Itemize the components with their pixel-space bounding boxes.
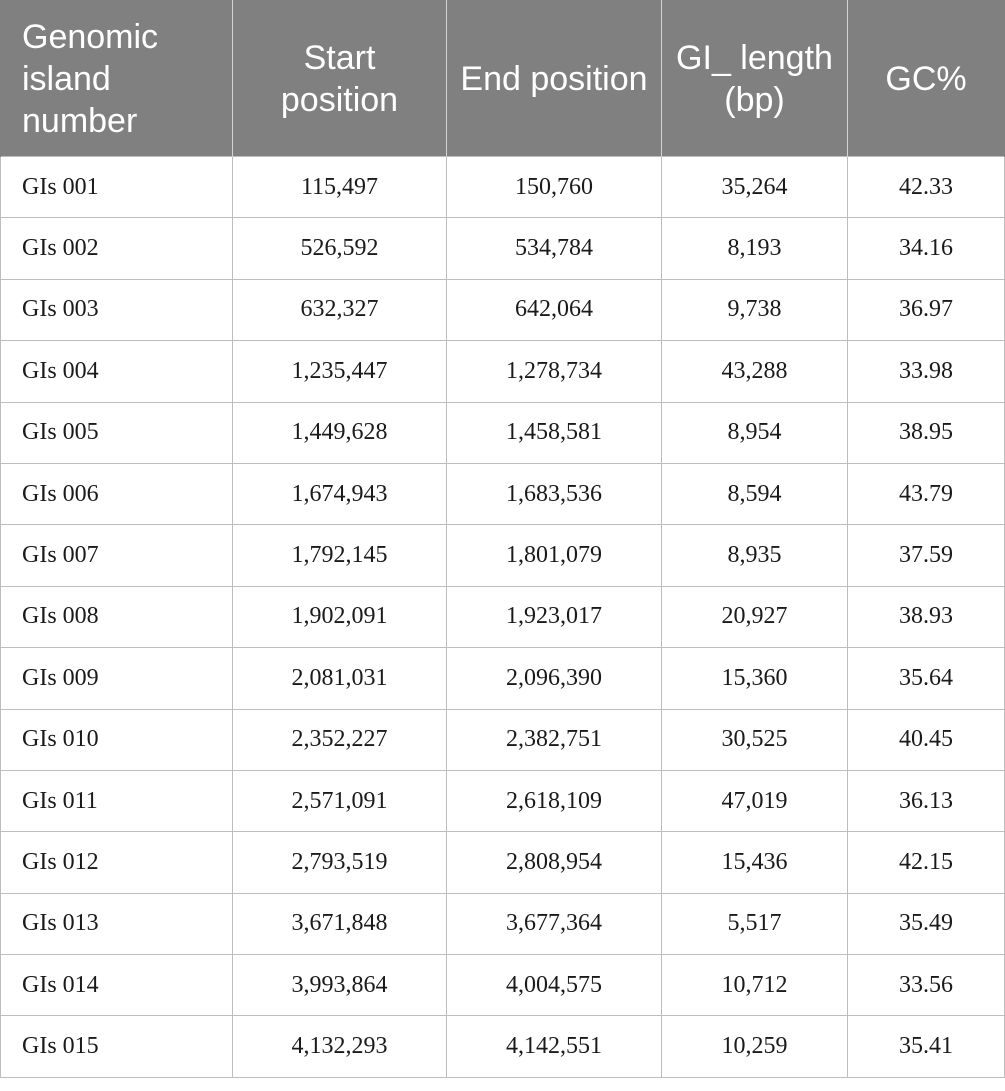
- cell-start-position: 115,497: [233, 157, 447, 218]
- cell-end-position: 2,808,954: [447, 832, 662, 893]
- cell-gi-number: GIs 010: [1, 709, 233, 770]
- cell-gi-number: GIs 002: [1, 218, 233, 279]
- cell-gc-percent: 33.98: [848, 341, 1005, 402]
- cell-gi-length: 10,712: [662, 955, 848, 1016]
- cell-start-position: 4,132,293: [233, 1016, 447, 1077]
- cell-gc-percent: 37.59: [848, 525, 1005, 586]
- cell-start-position: 526,592: [233, 218, 447, 279]
- cell-end-position: 150,760: [447, 157, 662, 218]
- table-header: [1, 1, 1005, 157]
- cell-end-position: 1,683,536: [447, 463, 662, 524]
- cell-gi-number: GIs 013: [1, 893, 233, 954]
- table-row: [1, 770, 1005, 831]
- cell-gi-length: 15,360: [662, 648, 848, 709]
- cell-gi-length: 8,594: [662, 463, 848, 524]
- table-row: [1, 402, 1005, 463]
- cell-gc-percent: 36.97: [848, 279, 1005, 340]
- cell-start-position: 2,793,519: [233, 832, 447, 893]
- cell-end-position: 642,064: [447, 279, 662, 340]
- header-row: [1, 1, 1005, 157]
- cell-start-position: 2,571,091: [233, 770, 447, 831]
- table-row: [1, 648, 1005, 709]
- cell-end-position: 1,458,581: [447, 402, 662, 463]
- cell-gi-length: 43,288: [662, 341, 848, 402]
- header-gi-length: GI_ length (bp): [662, 1, 848, 157]
- cell-gi-number: GIs 006: [1, 463, 233, 524]
- cell-gc-percent: 33.56: [848, 955, 1005, 1016]
- table-row: [1, 218, 1005, 279]
- header-gi-number: Genomic island number: [1, 1, 233, 157]
- cell-start-position: 2,352,227: [233, 709, 447, 770]
- cell-end-position: 4,004,575: [447, 955, 662, 1016]
- cell-gi-number: GIs 003: [1, 279, 233, 340]
- cell-gi-length: 5,517: [662, 893, 848, 954]
- cell-gc-percent: 36.13: [848, 770, 1005, 831]
- cell-end-position: 2,382,751: [447, 709, 662, 770]
- table-row: [1, 341, 1005, 402]
- cell-gc-percent: 35.64: [848, 648, 1005, 709]
- table-row: [1, 279, 1005, 340]
- cell-start-position: 1,792,145: [233, 525, 447, 586]
- cell-end-position: 1,801,079: [447, 525, 662, 586]
- cell-gc-percent: 38.95: [848, 402, 1005, 463]
- cell-gc-percent: 35.49: [848, 893, 1005, 954]
- cell-gi-number: GIs 009: [1, 648, 233, 709]
- cell-gc-percent: 38.93: [848, 586, 1005, 647]
- cell-gc-percent: 43.79: [848, 463, 1005, 524]
- cell-gi-length: 10,259: [662, 1016, 848, 1077]
- cell-gi-length: 35,264: [662, 157, 848, 218]
- header-start-position: Start position: [233, 1, 447, 157]
- table-row: [1, 893, 1005, 954]
- cell-gi-length: 8,193: [662, 218, 848, 279]
- table-row: [1, 463, 1005, 524]
- cell-end-position: 1,278,734: [447, 341, 662, 402]
- cell-gi-length: 8,935: [662, 525, 848, 586]
- cell-gi-length: 9,738: [662, 279, 848, 340]
- cell-gc-percent: 42.33: [848, 157, 1005, 218]
- cell-end-position: 2,096,390: [447, 648, 662, 709]
- cell-end-position: 4,142,551: [447, 1016, 662, 1077]
- cell-start-position: 3,993,864: [233, 955, 447, 1016]
- table-body: [1, 157, 1005, 1078]
- cell-gi-length: 15,436: [662, 832, 848, 893]
- cell-gi-number: GIs 012: [1, 832, 233, 893]
- cell-end-position: 534,784: [447, 218, 662, 279]
- cell-gc-percent: 35.41: [848, 1016, 1005, 1077]
- cell-end-position: 3,677,364: [447, 893, 662, 954]
- cell-gi-number: GIs 015: [1, 1016, 233, 1077]
- table-row: [1, 955, 1005, 1016]
- cell-gi-length: 30,525: [662, 709, 848, 770]
- table-row: [1, 586, 1005, 647]
- table-row: [1, 157, 1005, 218]
- cell-start-position: 3,671,848: [233, 893, 447, 954]
- cell-gi-number: GIs 008: [1, 586, 233, 647]
- cell-gc-percent: 34.16: [848, 218, 1005, 279]
- cell-gi-number: GIs 011: [1, 770, 233, 831]
- cell-end-position: 1,923,017: [447, 586, 662, 647]
- cell-gi-number: GIs 014: [1, 955, 233, 1016]
- cell-start-position: 2,081,031: [233, 648, 447, 709]
- header-end-position: End position: [447, 1, 662, 157]
- cell-start-position: 1,674,943: [233, 463, 447, 524]
- cell-end-position: 2,618,109: [447, 770, 662, 831]
- table-row: [1, 709, 1005, 770]
- cell-gi-length: 20,927: [662, 586, 848, 647]
- cell-gi-length: 8,954: [662, 402, 848, 463]
- table-row: [1, 525, 1005, 586]
- cell-gi-number: GIs 004: [1, 341, 233, 402]
- header-gc-percent: GC%: [848, 1, 1005, 157]
- table-row: [1, 1016, 1005, 1077]
- cell-start-position: 1,449,628: [233, 402, 447, 463]
- cell-gc-percent: 42.15: [848, 832, 1005, 893]
- cell-gi-number: GIs 001: [1, 157, 233, 218]
- cell-start-position: 632,327: [233, 279, 447, 340]
- cell-gi-number: GIs 007: [1, 525, 233, 586]
- cell-start-position: 1,902,091: [233, 586, 447, 647]
- cell-gi-number: GIs 005: [1, 402, 233, 463]
- cell-start-position: 1,235,447: [233, 341, 447, 402]
- cell-gi-length: 47,019: [662, 770, 848, 831]
- table-row: [1, 832, 1005, 893]
- cell-gc-percent: 40.45: [848, 709, 1005, 770]
